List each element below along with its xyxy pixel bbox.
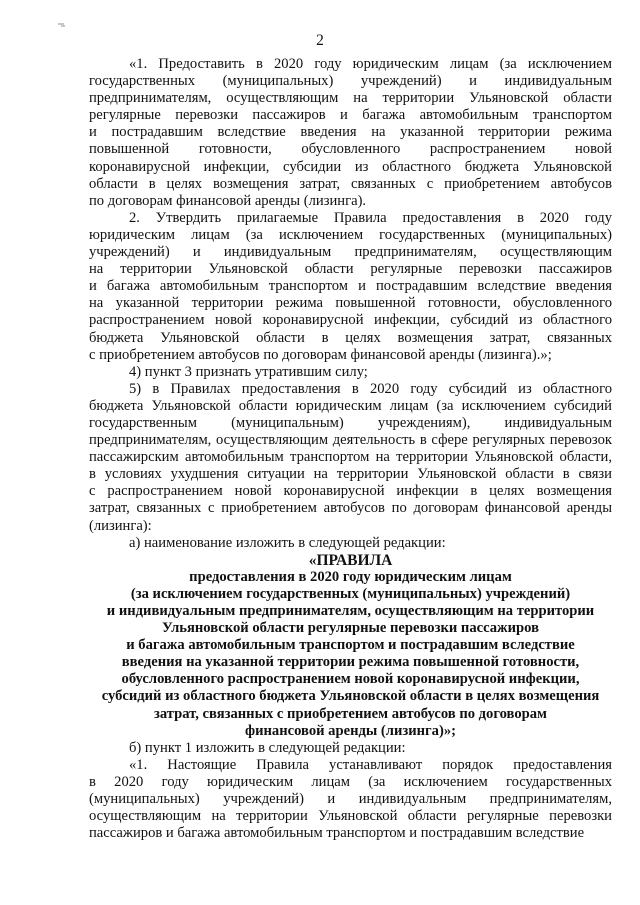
rules-title-line: затрат, связанных с приобретением автобусов по договорам bbox=[154, 705, 547, 722]
rules-title-line: и индивидуальным предпринимателям, осуществляющим на территории bbox=[106, 603, 595, 619]
page-number: 2 bbox=[316, 32, 324, 49]
text-line: осуществляющим на территории Ульяновской области регулярные перевозки bbox=[89, 808, 612, 825]
text-line: с распространением новой коронавирусной инфекции в целях возмещения bbox=[89, 483, 612, 500]
text-line: и багажа автомобильным транспортом и пострадавшим вследствие введения bbox=[89, 278, 612, 295]
text-line: 4) пункт 3 признать утратившим силу; bbox=[129, 363, 368, 380]
text-line: «1. Настоящие Правила устанавливают порядок предоставления bbox=[129, 756, 612, 773]
text-line: пассажиров и багажа автомобильным транспортом и пострадавшим вследствие bbox=[89, 825, 585, 842]
paragraph-item-2 bbox=[89, 210, 612, 364]
text-line: области в целях возмещения затрат, связанных с приобретением автобусов bbox=[89, 175, 612, 192]
text-line: «1. Предоставить в 2020 году юридическим лицам (за исключением bbox=[129, 56, 612, 72]
text-line: по договорам финансовой аренды (лизинга). bbox=[89, 192, 367, 209]
paragraph-item-4 bbox=[89, 364, 612, 381]
text-line: бюджета Ульяновской области юридическим лицам (за исключением субсидий bbox=[89, 397, 612, 414]
text-line: затрат, связанных с приобретением автобусов по договорам финансовой аренды bbox=[89, 500, 612, 517]
text-line: на указанной территории режима повышенной готовности, обусловленного bbox=[89, 295, 612, 312]
paragraph-subitem-b bbox=[89, 740, 612, 757]
text-line: б) пункт 1 изложить в следующей редакции: bbox=[129, 739, 406, 756]
text-line: и пострадавшим вследствие введения на указанной территории режима bbox=[89, 124, 612, 141]
paragraph-subitem-a bbox=[89, 535, 612, 552]
text-line: регулярные перевозки пассажиров и багажа автомобильным транспортом bbox=[89, 107, 612, 124]
document-body bbox=[89, 56, 612, 842]
text-line: 5) в Правилах предоставления в 2020 году субсидий из областного bbox=[129, 380, 612, 397]
text-line: 2. Утвердить прилагаемые Правила предоставления в 2020 году bbox=[129, 209, 612, 226]
rules-title-line: (за исключением государственных (муниципальных) учреждений) bbox=[130, 585, 571, 602]
text-line: повышенной готовности, обусловленного распространением новой bbox=[89, 141, 612, 158]
rules-title-line: обусловленного распространением новой коронавирусной инфекции, bbox=[121, 671, 580, 688]
text-line: предпринимателям, осуществляющим деятельность в сфере регулярных перевозок bbox=[89, 432, 612, 449]
text-line: предпринимателям, осуществляющим на территории Ульяновской области bbox=[89, 90, 612, 107]
paragraph-rules-item-1 bbox=[89, 757, 612, 842]
margin-mark bbox=[58, 22, 66, 28]
rules-heading: «ПРАВИЛА bbox=[308, 551, 393, 569]
paragraph-item-1 bbox=[89, 56, 612, 210]
rules-title-line: финансовой аренды (лизинга)»; bbox=[245, 722, 456, 739]
text-line: бюджета Ульяновской области в целях возмещения затрат, связанных bbox=[89, 329, 612, 346]
text-line: коронавирусной инфекции, субсидии из областного бюджета Ульяновской bbox=[89, 158, 612, 175]
rules-title-block bbox=[89, 552, 612, 740]
text-line: а) наименование изложить в следующей редакции: bbox=[129, 534, 446, 551]
rules-title-line: введения на указанной территории режима повышенной готовности, bbox=[121, 654, 580, 671]
text-line: юридическим лицам (за исключением государственных (муниципальных) bbox=[89, 226, 612, 243]
text-line: государственным (муниципальным) учреждениям), индивидуальным bbox=[89, 414, 612, 431]
text-line: пассажирским автомобильным транспортом на территории Ульяновской области, bbox=[89, 449, 612, 466]
text-line: (лизинга): bbox=[89, 517, 152, 534]
text-line: (муниципальных) учреждений) и индивидуальным предпринимателям, bbox=[89, 791, 612, 808]
text-line: в 2020 году юридическим лицам (за исключением государственных bbox=[89, 773, 612, 790]
text-line: учреждений) и индивидуальным предпринимателям, осуществляющим bbox=[89, 244, 612, 261]
paragraph-item-5 bbox=[89, 381, 612, 535]
text-line: в условиях ухудшения ситуации на территории Ульяновской области в связи bbox=[89, 466, 612, 483]
rules-title-line: предоставления в 2020 году юридическим лицам bbox=[189, 568, 512, 585]
rules-title-line: Ульяновской области регулярные перевозки пассажиров bbox=[162, 620, 539, 637]
text-line: распространением новой коронавирусной инфекции, субсидий из областного bbox=[89, 312, 612, 329]
text-line: государственных (муниципальных) учреждений) и индивидуальным bbox=[89, 73, 612, 90]
text-line: на территории Ульяновской области регулярные перевозки пассажиров bbox=[89, 261, 612, 278]
rules-title-line: и багажа автомобильным транспортом и пострадавшим вследствие bbox=[126, 637, 575, 654]
text-line: с приобретением автобусов по договорам финансовой аренды (лизинга).»; bbox=[89, 346, 552, 363]
rules-title-line: субсидий из областного бюджета Ульяновской области в целях возмещения bbox=[101, 688, 600, 705]
